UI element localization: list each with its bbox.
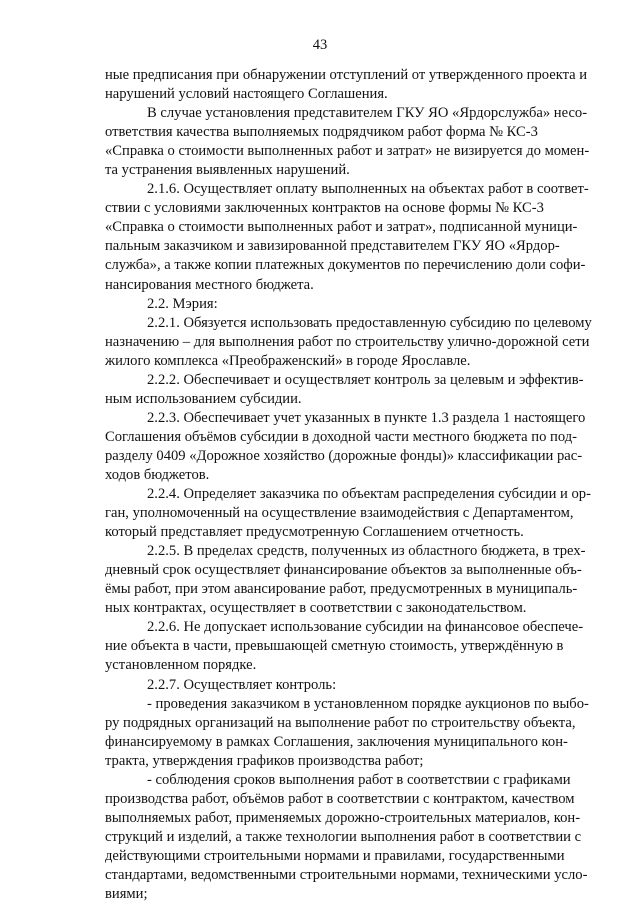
- text-line: 2.2.4. Определяет заказчика по объектам распределения субсидии и ор-: [147, 486, 591, 503]
- text-line: который представляет предусмотренную Соглашением отчетность.: [105, 524, 524, 541]
- document-body: [105, 66, 592, 904]
- page-number: 43: [312, 37, 328, 53]
- text-line: В случае установления представителем ГКУ ЯО «Ярдорслужба» несо-: [147, 105, 588, 122]
- text-line: ру подрядных организаций на выполнение работ по строительству объекта,: [105, 714, 576, 731]
- text-line: - проведения заказчиком в установленном порядке аукционов по выбо-: [147, 695, 589, 712]
- text-line: струкций и изделий, а также технологии выполнения работ в соответствии с: [105, 828, 582, 845]
- text-line: ние объекта в части, превышающей сметную стоимость, утверждённую в: [105, 638, 564, 655]
- text-line: стандартами, ведомственными строительными нормами, техническими усло-: [105, 866, 588, 883]
- text-line: назначению – для выполнения работ по строительству улично-дорожной сети: [105, 333, 590, 350]
- text-line: 2.2.7. Осуществляет контроль:: [147, 676, 337, 693]
- text-line: нансирования местного бюджета.: [105, 276, 314, 293]
- text-line: ствии с условиями заключенных контрактов на основе формы № КС-3: [105, 200, 544, 217]
- text-line: 2.2.3. Обеспечивает учет указанных в пункте 1.3 раздела 1 настоящего: [147, 409, 586, 426]
- text-line: «Справка о стоимости выполненных работ и затрат», подписанной муници-: [105, 219, 578, 236]
- text-line: нарушений условий настоящего Соглашения.: [105, 86, 388, 103]
- text-line: пальным заказчиком и завизированной представителем ГКУ ЯО «Ярдор-: [105, 238, 560, 255]
- text-line: тракта, утверждения графиков производства работ;: [105, 752, 424, 769]
- text-line: 2.1.6. Осуществляет оплату выполненных на объектах работ в соответ-: [147, 181, 589, 198]
- text-line: 2.2.5. В пределах средств, полученных из областного бюджета, в трех-: [147, 543, 586, 560]
- text-line: ёмы работ, при этом авансирование работ, предусмотренных в муниципаль-: [105, 581, 578, 598]
- text-line: та устранения выявленных нарушений.: [105, 162, 350, 179]
- text-line: дневный срок осуществляет финансирование объектов за выполненные объ-: [105, 562, 582, 579]
- text-line: финансируемому в рамках Соглашения, заключения муниципального кон-: [105, 733, 568, 750]
- text-line: производства работ, объёмов работ в соответствии с контрактом, качеством: [105, 790, 575, 807]
- text-line: ных контрактах, осуществляет в соответствии с законодательством.: [105, 600, 527, 617]
- text-line: установленном порядке.: [105, 657, 257, 674]
- text-line: выполняемых работ, применяемых дорожно-строительных материалов, кон-: [105, 809, 581, 826]
- text-line: ган, уполномоченный на осуществление взаимодействия с Департаментом,: [105, 505, 574, 522]
- text-line: Соглашения объёмов субсидии в доходной части местного бюджета по под-: [105, 428, 578, 445]
- text-line: 2.2.6. Не допускает использование субсидии на финансовое обеспече-: [147, 619, 584, 636]
- text-line: 2.2. Мэрия:: [147, 295, 218, 312]
- text-line: действующими строительными нормами и правилами, государственными: [105, 847, 565, 864]
- text-line: 2.2.2. Обеспечивает и осуществляет контроль за целевым и эффектив-: [147, 371, 584, 388]
- text-line: служба», а также копии платежных документов по перечислению доли софи-: [105, 257, 586, 274]
- text-line: ным использованием субсидии.: [105, 390, 302, 407]
- text-line: - соблюдения сроков выполнения работ в соответствии с графиками: [147, 771, 571, 788]
- text-line: 2.2.1. Обязуется использовать предоставленную субсидию по целевому: [147, 314, 592, 331]
- text-line: виями;: [105, 886, 148, 903]
- text-line: разделу 0409 «Дорожное хозяйство (дорожные фонды)» классификации рас-: [105, 447, 583, 464]
- text-line: жилого комплекса «Преображенский» в городе Ярославле.: [105, 352, 471, 369]
- text-line: «Справка о стоимости выполненных работ и затрат» не визируется до момен-: [105, 143, 590, 160]
- text-line: ные предписания при обнаружении отступлений от утвержденного проекта и: [105, 67, 588, 83]
- text-line: ответствия качества выполняемых подрядчиком работ форма № КС-3: [105, 124, 538, 141]
- text-line: ходов бюджетов.: [105, 466, 210, 483]
